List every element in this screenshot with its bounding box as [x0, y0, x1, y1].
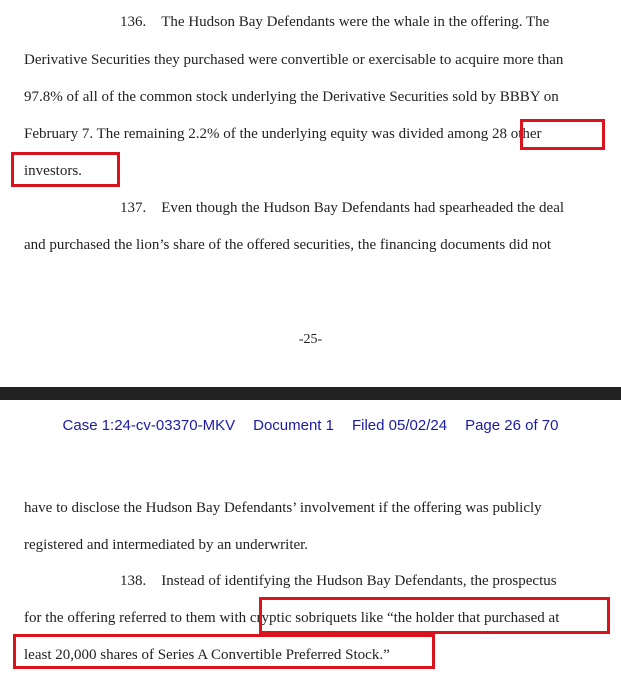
case-header — [0, 416, 621, 436]
para-136-text-4: February 7. The remaining 2.2% of the underlying equity was divided among — [24, 126, 492, 142]
document-number: Document 1 — [253, 417, 334, 434]
filed-date: Filed 05/02/24 — [351, 417, 448, 434]
page-of: Page 26 of 70 — [465, 417, 559, 434]
para-136-text-1: The Hudson Bay Defendants were the whale in the offering. The — [161, 14, 550, 30]
highlight-series-a-line: least 20,000 shares of Series A Convertible Preferred Stock.” — [24, 647, 390, 663]
page-divider — [0, 387, 621, 400]
continuation-line-1: have to disclose the Hudson Bay Defendants’ involvement if the offering was publicly — [24, 500, 542, 516]
para-138-text-2: for the offering referred to them with — [24, 610, 250, 626]
para-137-line-1 — [24, 198, 564, 218]
highlight-box-28-other — [520, 119, 605, 150]
para-138-number: 138. — [120, 573, 147, 589]
para-137-text-1: Even though the Hudson Bay Defendants had spearheaded the deal — [161, 200, 565, 216]
highlight-box-series-a — [13, 634, 435, 669]
para-136-line-2: Derivative Securities they purchased were convertible or exercisable to acquire more than — [24, 52, 564, 68]
highlight-investors: investors. — [24, 163, 82, 179]
highlight-cryptic-sobriquets: cryptic sobriquets like “the holder that purchased at — [249, 610, 560, 626]
highlight-28-other: 28 other — [491, 126, 542, 142]
para-136-line-4 — [24, 124, 542, 144]
highlight-box-cryptic-sobriquets — [259, 597, 610, 634]
page-number: -25- — [298, 332, 323, 347]
case-number: Case 1:24-cv-03370-MKV — [62, 417, 236, 434]
para-138-line-1 — [24, 571, 557, 591]
para-136-number: 136. — [120, 14, 147, 30]
continuation-line-2: registered and intermediated by an underwriter. — [24, 537, 309, 553]
para-138-text-1: Instead of identifying the Hudson Bay Defendants, the prospectus — [161, 573, 557, 589]
para-136-line-1 — [24, 12, 549, 32]
para-137-number: 137. — [120, 200, 147, 216]
highlight-box-investors — [11, 152, 120, 187]
para-136-line-3: 97.8% of all of the common stock underlying the Derivative Securities sold by BBBY on — [24, 89, 559, 105]
para-137-line-2: and purchased the lion’s share of the offered securities, the financing documents did not — [24, 237, 552, 253]
